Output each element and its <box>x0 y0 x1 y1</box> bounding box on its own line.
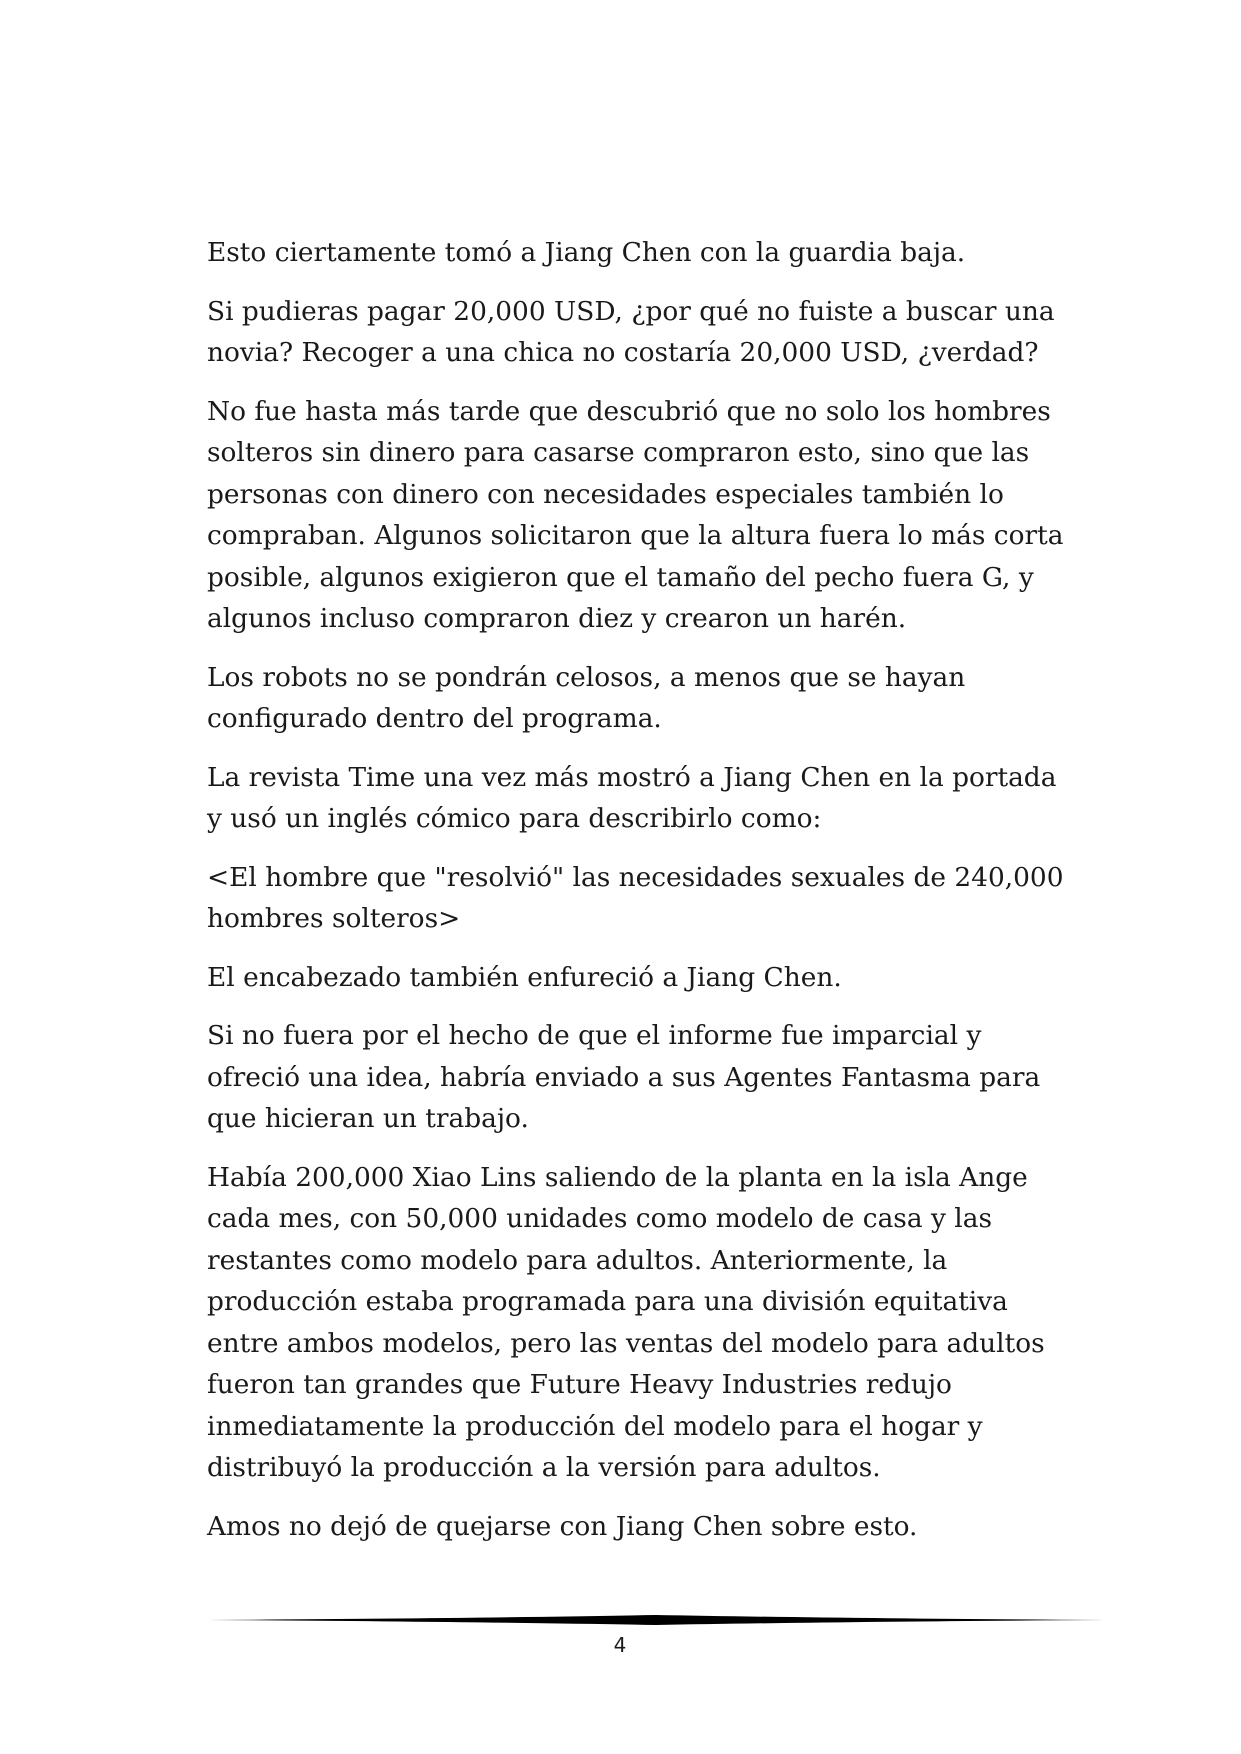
paragraph: No fue hasta más tarde que descubrió que no solo los hombres solteros sin dinero para casarse compraron esto, sino que las personas con dinero con necesidades especiales también lo compraban. Algunos solicitaron que la altura fuera lo más corta posible, algunos exigieron que el tamaño del pecho fuera G, y algunos incluso compraron diez y crearon un harén. <box>207 395 1064 634</box>
paragraph: La revista Time una vez más mostró a Jiang Chen en la portada y usó un inglés cómico para describirlo como: <box>207 761 1057 834</box>
paragraph: Había 200,000 Xiao Lins saliendo de la planta en la isla Ange cada mes, con 50,000 unidades como modelo de casa y las restantes como modelo para adultos. Anteriormente, la producción estaba programada para una división equitativa entre ambos modelos, pero las ventas del modelo para adultos fueron tan grandes que Future Heavy Industries redujo inmediatamente la producción del modelo para el hogar y distribuyó la producción a la versión para adultos. <box>207 1161 1045 1483</box>
body-text <box>207 232 1067 1564</box>
paragraph: Si pudieras pagar 20,000 USD, ¿por qué no fuiste a buscar una novia? Recoger a una chica no costaría 20,000 USD, ¿verdad? <box>207 295 1055 368</box>
paragraph: Los robots no se pondrán celosos, a menos que se hayan configurado dentro del programa. <box>207 661 966 734</box>
paragraph: Amos no dejó de quejarse con Jiang Chen sobre esto. <box>207 1510 918 1542</box>
paragraph: Si no fuera por el hecho de que el informe fue imparcial y ofreció una idea, habría enviado a sus Agentes Fantasma para que hicieran un trabajo. <box>207 1020 1041 1134</box>
paragraph: El encabezado también enfureció a Jiang Chen. <box>207 961 842 993</box>
footer-divider <box>207 1613 1105 1627</box>
page-number: 4 <box>613 1633 627 1657</box>
paragraph: <El hombre que "resolvió" las necesidades sexuales de 240,000 hombres solteros> <box>207 861 1064 934</box>
paragraph: Esto ciertamente tomó a Jiang Chen con la guardia baja. <box>207 237 966 268</box>
